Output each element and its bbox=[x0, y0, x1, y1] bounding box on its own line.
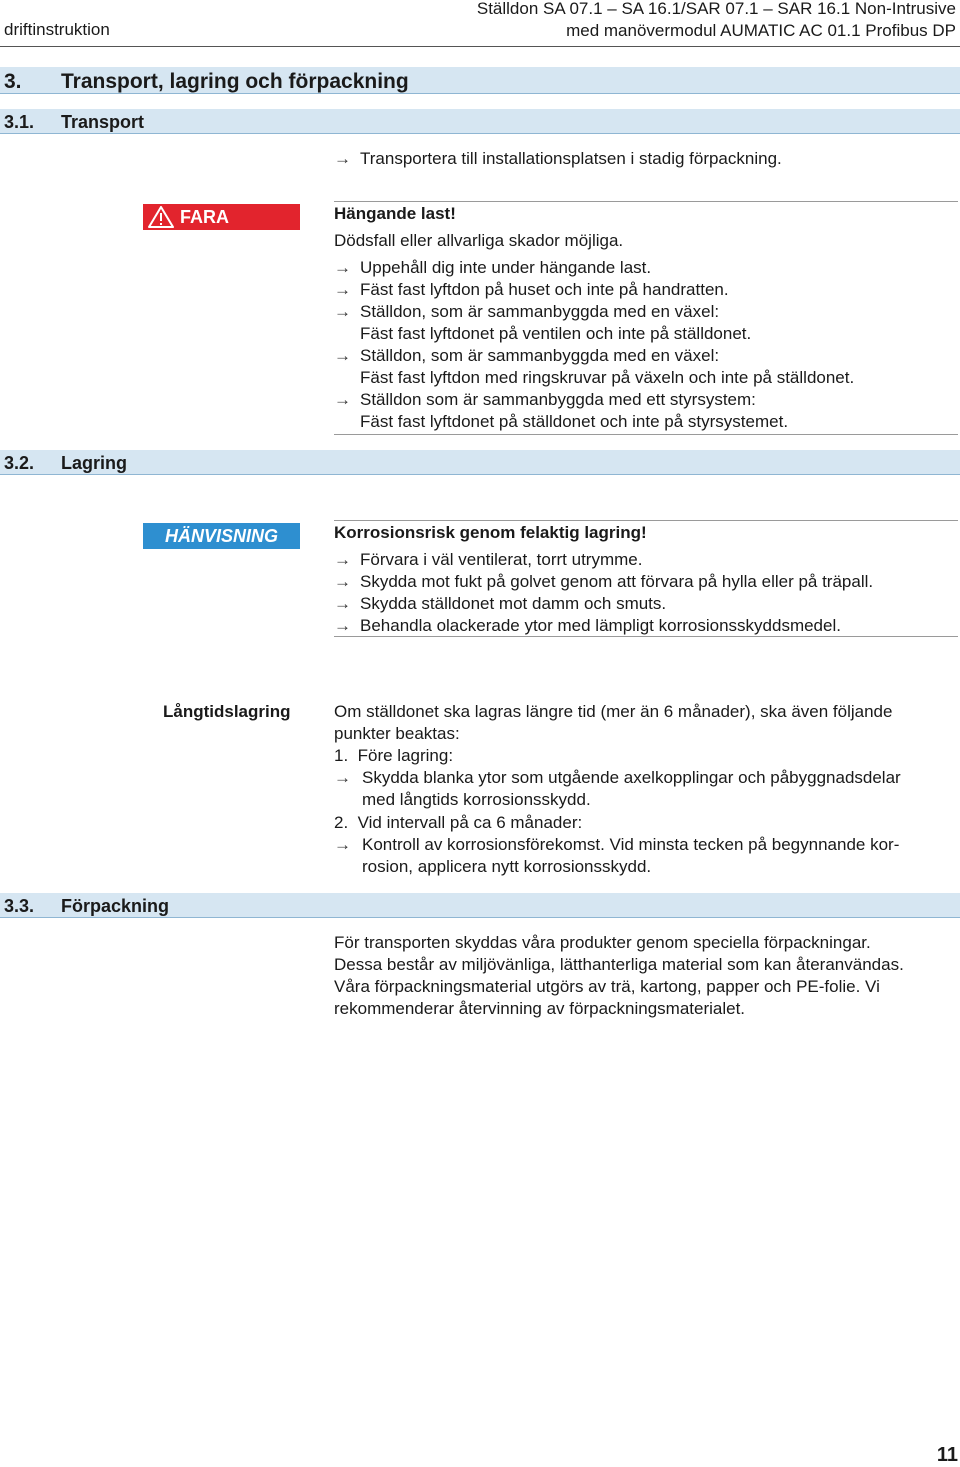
section-title: Transport, lagring och förpackning bbox=[61, 70, 409, 93]
arrow-icon: → bbox=[334, 346, 351, 365]
arrow-icon: → bbox=[334, 616, 351, 635]
longterm-intro-continuation: punkter beaktas: bbox=[334, 724, 460, 743]
notice-title: Korrosionsrisk genom felaktig lagring! bbox=[334, 523, 647, 542]
danger-item: → Ställdon som är sammanbyggda med ett styrsystem: bbox=[334, 390, 756, 409]
danger-title: Hängande last! bbox=[334, 204, 456, 223]
longterm-step: 1. Före lagring: bbox=[334, 746, 454, 765]
danger-item-continuation: Fäst fast lyftdonet på ställdonet och inte på styrsystemet. bbox=[360, 412, 789, 431]
longterm-action: → Kontroll av korrosionsförekomst. Vid minsta tecken på begynnande kor- bbox=[334, 835, 900, 854]
longterm-action: → Skydda blanka ytor som utgående axelkopplingar och påbyggnadsdelar bbox=[334, 768, 901, 787]
danger-item: → Ställdon, som är sammanbyggda med en växel: bbox=[334, 346, 720, 365]
section-number: 3. bbox=[4, 70, 22, 93]
danger-item-continuation: Fäst fast lyftdonet på ventilen och inte på ställdonet. bbox=[360, 324, 752, 343]
packaging-text: rekommenderar återvinning av förpackningsmaterialet. bbox=[334, 999, 746, 1018]
subsection-number: 3.3. bbox=[4, 896, 35, 916]
arrow-icon: → bbox=[334, 258, 351, 277]
transport-step: → Transportera till installationsplatsen i stadig förpackning. bbox=[334, 149, 782, 168]
packaging-text: För transporten skyddas våra produkter genom speciella förpackningar. bbox=[334, 933, 871, 952]
longterm-action-continuation: med långtids korrosionsskydd. bbox=[362, 790, 591, 809]
notice-item: → Förvara i väl ventilerat, torrt utrymme. bbox=[334, 550, 643, 569]
warning-triangle-icon bbox=[148, 206, 174, 228]
danger-item: → Fäst fast lyftdon på huset och inte på handratten. bbox=[334, 280, 729, 299]
document-title bbox=[477, 0, 956, 42]
arrow-icon: → bbox=[334, 390, 351, 409]
arrow-icon: → bbox=[334, 835, 351, 854]
subsection-number: 3.2. bbox=[4, 453, 35, 473]
notice-label: HÄNVISNING bbox=[143, 523, 300, 549]
header-divider bbox=[0, 46, 960, 47]
danger-subtitle: Dödsfall eller allvarliga skador möjliga. bbox=[334, 231, 624, 250]
notice-item: → Skydda mot fukt på golvet genom att förvara på hylla eller på träpall. bbox=[334, 572, 874, 591]
longterm-label: Långtidslagring bbox=[163, 702, 291, 721]
arrow-icon: → bbox=[334, 572, 351, 591]
subsection-number: 3.1. bbox=[4, 112, 35, 132]
subsection-title: Transport bbox=[61, 112, 145, 132]
document-type: driftinstruktion bbox=[4, 20, 110, 39]
document-title-line2: med manövermodul AUMATIC AC 01.1 Profibus DP bbox=[566, 21, 956, 40]
arrow-icon: → bbox=[334, 594, 351, 613]
subsection-title: Förpackning bbox=[61, 896, 170, 916]
arrow-icon: → bbox=[334, 550, 351, 569]
longterm-intro: Om ställdonet ska lagras längre tid (mer än 6 månader), ska även följande bbox=[334, 702, 893, 721]
danger-item-continuation: Fäst fast lyftdon med ringskruvar på växeln och inte på ställdonet. bbox=[360, 368, 855, 387]
notice-bottom-rule bbox=[334, 636, 958, 637]
longterm-step: 2. Vid intervall på ca 6 månader: bbox=[334, 813, 583, 832]
danger-label bbox=[143, 204, 300, 230]
packaging-text: Våra förpackningsmaterial utgörs av trä, kartong, papper och PE-folie. Vi bbox=[334, 977, 880, 996]
packaging-text: Dessa består av miljövänliga, lätthanterliga material som kan återanvändas. bbox=[334, 955, 904, 974]
document-title-line1: Ställdon SA 07.1 – SA 16.1/SAR 07.1 – SAR 16.1 Non-Intrusive bbox=[476, 0, 956, 18]
notice-top-rule bbox=[334, 520, 958, 521]
subsection-title: Lagring bbox=[61, 453, 127, 473]
arrow-icon: → bbox=[334, 149, 351, 168]
danger-label-text: FARA bbox=[180, 206, 229, 227]
danger-bottom-rule bbox=[334, 434, 958, 435]
arrow-icon: → bbox=[334, 280, 351, 299]
notice-item: → Behandla olackerade ytor med lämpligt korrosionsskyddsmedel. bbox=[334, 616, 841, 635]
arrow-icon: → bbox=[334, 768, 351, 787]
danger-top-rule bbox=[334, 201, 958, 202]
arrow-icon: → bbox=[334, 302, 351, 321]
danger-item: → Ställdon, som är sammanbyggda med en växel: bbox=[334, 302, 720, 321]
longterm-action-continuation: rosion, applicera nytt korrosionsskydd. bbox=[362, 857, 652, 876]
danger-item: → Uppehåll dig inte under hängande last. bbox=[334, 258, 652, 277]
page-number: 11 bbox=[936, 1444, 958, 1466]
notice-item: → Skydda ställdonet mot damm och smuts. bbox=[334, 594, 667, 613]
subsection-bar bbox=[0, 450, 960, 475]
